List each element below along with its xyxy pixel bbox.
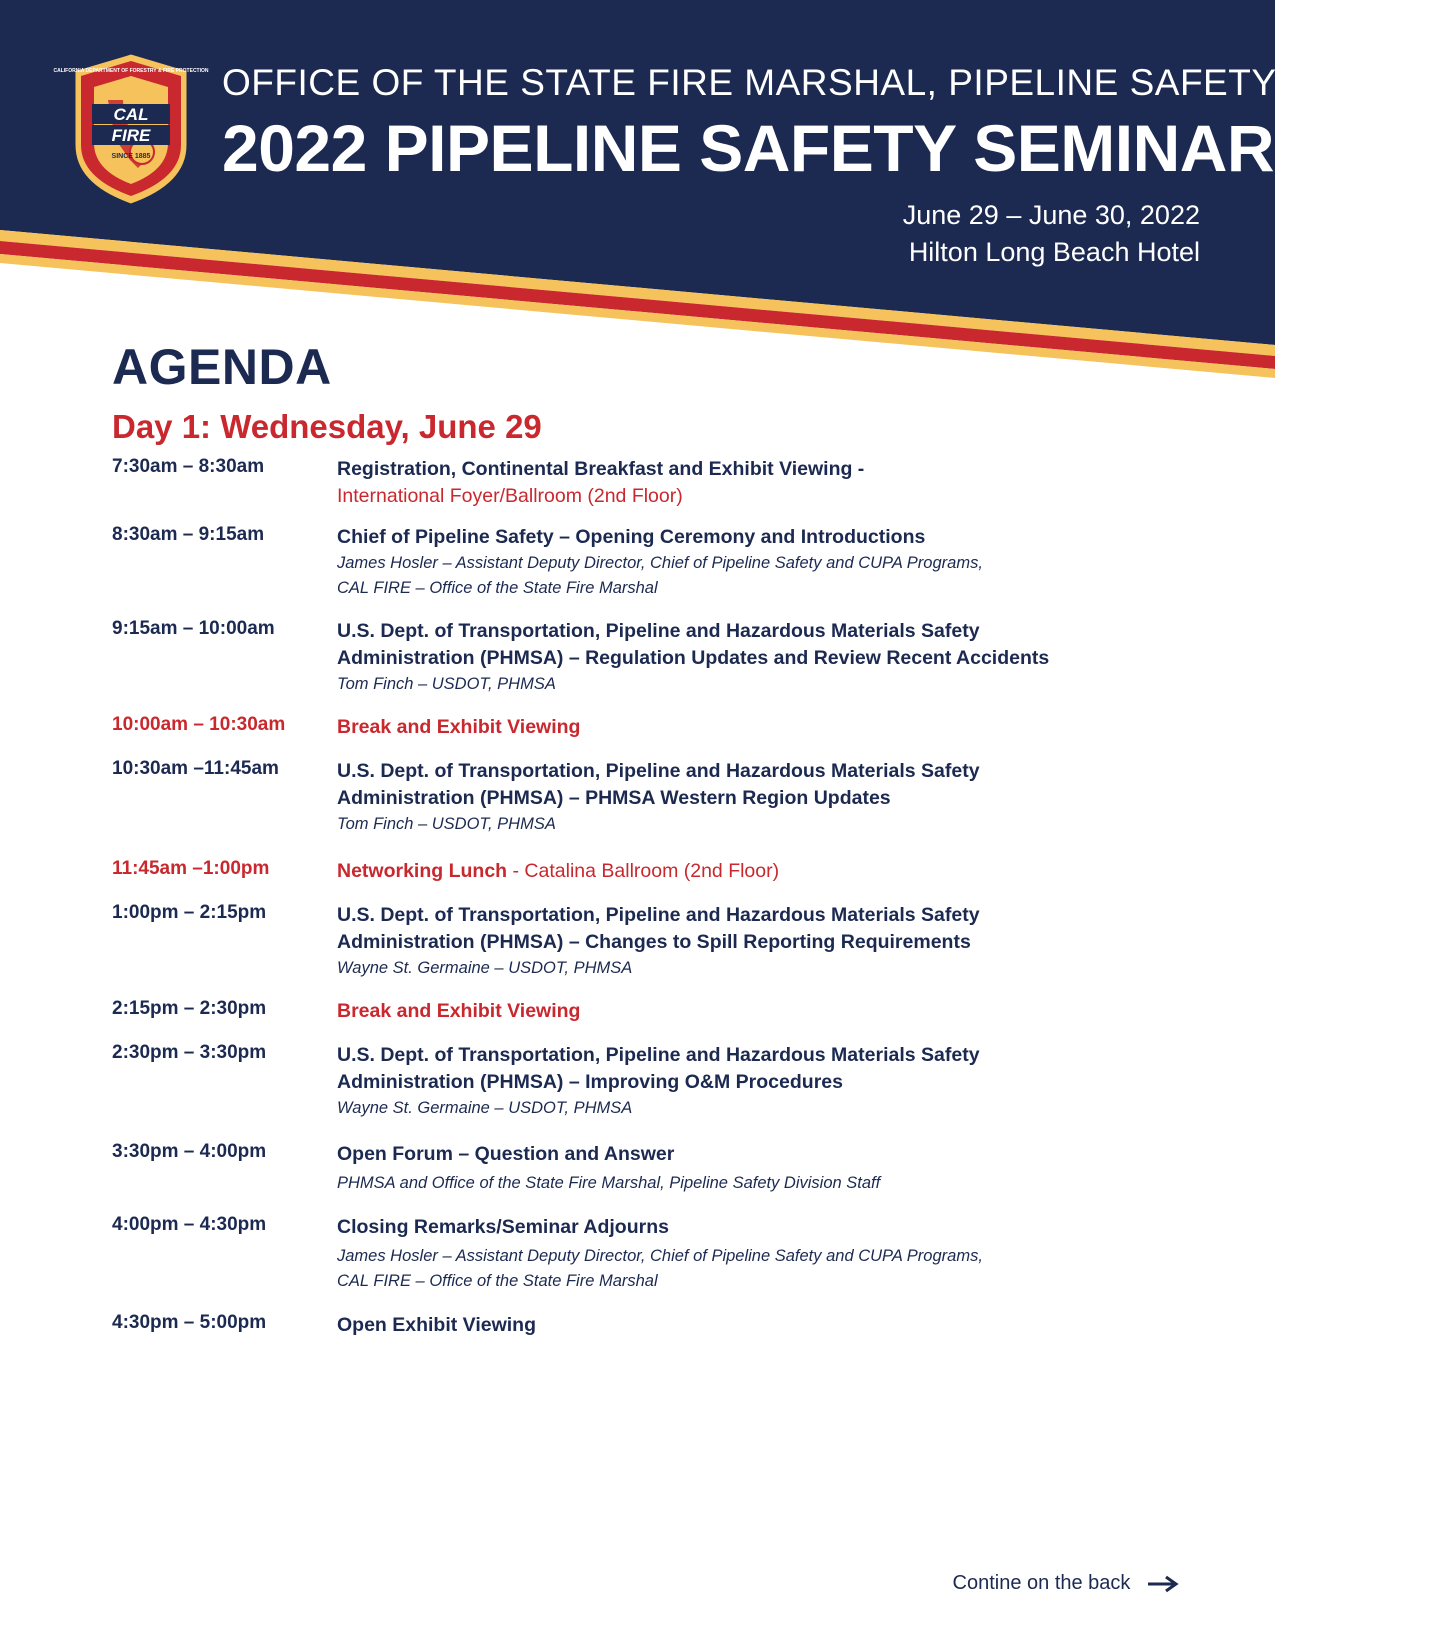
agenda-time: 4:00pm – 4:30pm xyxy=(112,1214,267,1235)
svg-text:CALIFORNIA DEPARTMENT OF FORES: CALIFORNIA DEPARTMENT OF FORESTRY & FIRE PROTECTION xyxy=(53,68,209,74)
agenda-heading: AGENDA xyxy=(112,339,332,395)
division-name: OFFICE OF THE STATE FIRE MARSHAL, PIPELINE SAFETY DIVISION xyxy=(222,62,1453,103)
agenda-time: 3:30pm – 4:00pm xyxy=(112,1141,267,1162)
agenda-title: Administration (PHMSA) – Regulation Updates and Review Recent Accidents xyxy=(337,647,1050,669)
agenda-title: Administration (PHMSA) – Changes to Spill Reporting Requirements xyxy=(337,931,971,953)
agenda-time: 7:30am – 8:30am xyxy=(112,456,265,477)
agenda-speaker: CAL FIRE – Office of the State Fire Marshal xyxy=(337,579,658,597)
agenda-time: 9:15am – 10:00am xyxy=(112,618,275,639)
continue-text: Contine on the back xyxy=(952,1572,1131,1594)
agenda-location: International Foyer/Ballroom (2nd Floor) xyxy=(337,485,683,507)
agenda-title: Administration (PHMSA) – PHMSA Western Region Updates xyxy=(337,787,891,809)
agenda-title: Closing Remarks/Seminar Adjourns xyxy=(337,1216,669,1238)
agenda-title: Chief of Pipeline Safety – Opening Ceremony and Introductions xyxy=(337,526,926,548)
agenda-time: 1:00pm – 2:15pm xyxy=(112,902,267,923)
agenda-title: Networking Lunch xyxy=(337,860,508,882)
event-venue: Hilton Long Beach Hotel xyxy=(908,237,1200,267)
agenda-title-line xyxy=(337,858,1177,885)
agenda-title: U.S. Dept. of Transportation, Pipeline and Hazardous Materials Safety xyxy=(337,620,980,642)
agenda-speaker: James Hosler – Assistant Deputy Director, Chief of Pipeline Safety and CUPA Programs, xyxy=(337,554,983,572)
agenda-location: - Catalina Ballroom (2nd Floor) xyxy=(507,860,780,882)
agenda-time: 10:30am –11:45am xyxy=(112,758,279,779)
agenda-title: Break and Exhibit Viewing xyxy=(337,1000,581,1022)
agenda-title: U.S. Dept. of Transportation, Pipeline and Hazardous Materials Safety xyxy=(337,1044,980,1066)
agenda-title: Administration (PHMSA) – Improving O&M Procedures xyxy=(337,1071,843,1093)
continue-note xyxy=(953,1572,1180,1595)
event-dates: June 29 – June 30, 2022 xyxy=(902,200,1200,230)
agenda-title: Registration, Continental Breakfast and Exhibit Viewing - xyxy=(337,458,865,480)
agenda-time: 8:30am – 9:15am xyxy=(112,524,265,545)
agenda-title: Break and Exhibit Viewing xyxy=(337,716,581,738)
agenda-title: U.S. Dept. of Transportation, Pipeline and Hazardous Materials Safety xyxy=(337,904,980,926)
agenda-time: 11:45am –1:00pm xyxy=(112,858,270,879)
agenda-title: Open Exhibit Viewing xyxy=(337,1314,536,1336)
svg-text:FIRE: FIRE xyxy=(111,126,151,145)
cal-fire-logo xyxy=(53,50,209,208)
agenda-time: 4:30pm – 5:00pm xyxy=(112,1312,267,1333)
agenda-speaker: Tom Finch – USDOT, PHMSA xyxy=(337,815,556,833)
agenda-speaker: CAL FIRE – Office of the State Fire Marshal xyxy=(337,1272,658,1290)
agenda-speaker: Wayne St. Germaine – USDOT, PHMSA xyxy=(337,1099,633,1117)
agenda-speaker: Wayne St. Germaine – USDOT, PHMSA xyxy=(337,959,633,977)
svg-text:SINCE 1885: SINCE 1885 xyxy=(111,153,151,160)
agenda-title: Open Forum – Question and Answer xyxy=(337,1143,675,1165)
day-heading: Day 1: Wednesday, June 29 xyxy=(112,408,542,445)
arrow-right-icon xyxy=(1146,1574,1180,1594)
agenda-time: 10:00am – 10:30am xyxy=(112,714,286,735)
agenda-speaker: Tom Finch – USDOT, PHMSA xyxy=(337,675,556,693)
agenda-title: U.S. Dept. of Transportation, Pipeline and Hazardous Materials Safety xyxy=(337,760,980,782)
agenda-speaker: PHMSA and Office of the State Fire Marshal, Pipeline Safety Division Staff xyxy=(337,1174,881,1192)
agenda-time: 2:15pm – 2:30pm xyxy=(112,998,267,1019)
agenda-time: 2:30pm – 3:30pm xyxy=(112,1042,267,1063)
svg-text:CAL: CAL xyxy=(113,105,149,124)
agenda-speaker: James Hosler – Assistant Deputy Director, Chief of Pipeline Safety and CUPA Programs, xyxy=(337,1247,983,1265)
seminar-title: 2022 PIPELINE SAFETY SEMINAR xyxy=(222,111,1275,185)
